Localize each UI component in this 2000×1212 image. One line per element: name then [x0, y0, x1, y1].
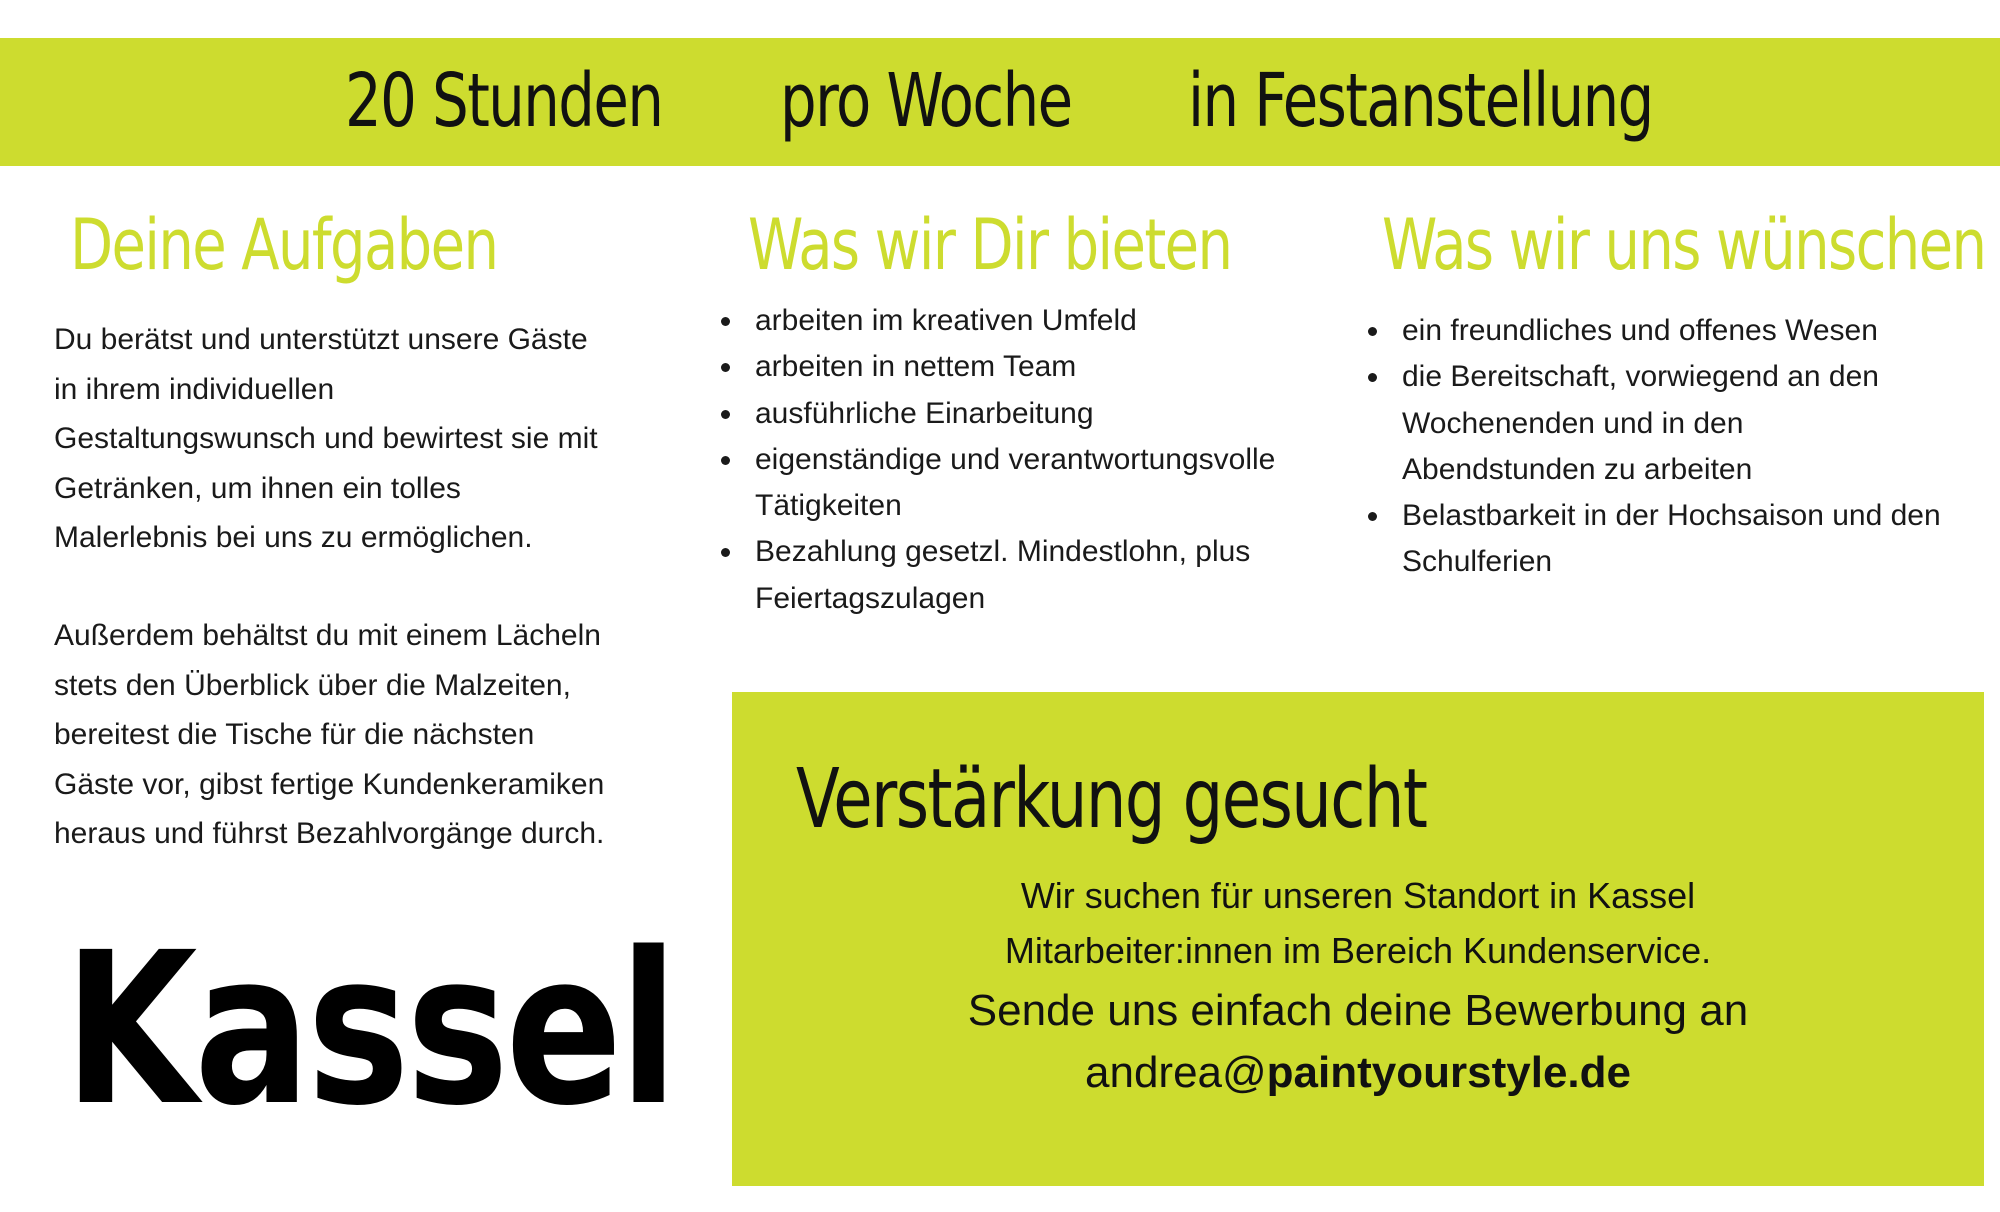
- heading-wishes: Was wir uns wünschen: [1382, 204, 1986, 286]
- top-banner: [0, 38, 2000, 166]
- tasks-line: bereitest die Tische für die nächsten: [54, 718, 535, 751]
- cta-email[interactable]: [732, 1042, 1984, 1104]
- tasks-paragraph-2: [54, 611, 674, 859]
- list-item: • Belastbarkeit in der Hochsaison und den Schulferien: [1392, 493, 2000, 586]
- cta-email-user: andrea@: [1085, 1048, 1267, 1097]
- list-item: • ein freundliches und offenes Wesen: [1392, 308, 2000, 354]
- offer-list: [711, 298, 1365, 622]
- tasks-paragraph-1: [54, 315, 674, 563]
- tasks-line: in ihrem individuellen: [54, 372, 335, 406]
- tasks-line: Du berätst und unterstützt unsere Gäste: [54, 323, 588, 356]
- heading-offer: Was wir Dir bieten: [748, 204, 1232, 286]
- tasks-line: stets den Überblick über die Malzeiten,: [54, 668, 571, 702]
- list-item: • die Bereitschaft, vorwiegend an den Wochenenden und in den Abendstunden zu arbeiten: [1392, 354, 1942, 493]
- list-item: • ausführliche Einarbeitung: [745, 391, 1365, 437]
- wishes-list: [1358, 308, 2000, 586]
- tasks-line: Gäste vor, gibst fertige Kundenkeramiken: [54, 767, 605, 801]
- list-item: • Bezahlung gesetzl. Mindestlohn, plus Feiertagszulagen: [745, 529, 1365, 622]
- banner-employment: in Festanstellung: [1188, 58, 1653, 144]
- tasks-line: Gestaltungswunsch und bewirtest sie mit: [54, 422, 598, 455]
- list-item: • arbeiten im kreativen Umfeld: [745, 298, 1365, 344]
- heading-tasks: Deine Aufgaben: [70, 204, 498, 286]
- cta-line-1: Wir suchen für unseren Standort in Kassel: [1020, 875, 1696, 916]
- location-title: Kassel: [64, 907, 675, 1152]
- tasks-line: heraus und führst Bezahlvorgänge durch.: [54, 817, 605, 850]
- tasks-line: Getränken, um ihnen ein tolles: [54, 471, 461, 505]
- cta-line-3: Sende uns einfach deine Bewerbung an: [967, 986, 1749, 1035]
- cta-email-domain: paintyourstyle.de: [1266, 1048, 1631, 1097]
- list-item: • eigenständige und verantwortungsvolle Tätigkeiten: [745, 437, 1295, 530]
- list-item: • arbeiten in nettem Team: [745, 344, 1365, 390]
- banner-per-week: pro Woche: [780, 58, 1072, 144]
- tasks-line: Malerlebnis bei uns zu ermöglichen.: [54, 521, 533, 554]
- cta-box: [732, 692, 1984, 1186]
- tasks-line: Außerdem behältst du mit einem Lächeln: [54, 619, 601, 652]
- cta-line-2: Mitarbeiter:innen im Bereich Kundenservice.: [1004, 930, 1712, 971]
- cta-heading: Verstärkung gesucht: [796, 752, 1427, 847]
- banner-hours: 20 Stunden: [345, 58, 663, 144]
